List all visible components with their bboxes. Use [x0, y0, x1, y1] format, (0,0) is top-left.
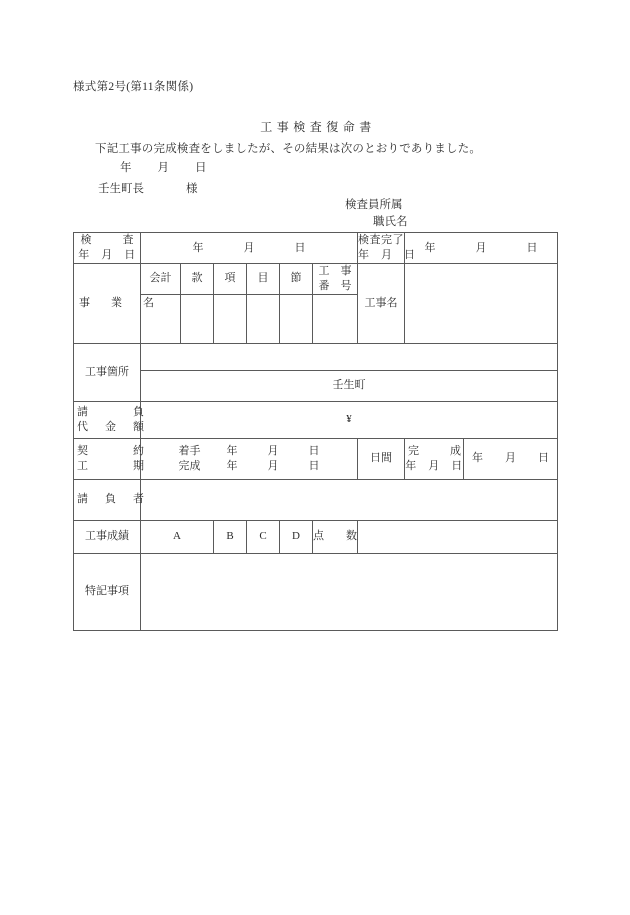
project-name-label: 事 業 名 — [74, 264, 141, 344]
grade-option-a[interactable]: A — [141, 520, 214, 553]
contract-period-label: 契 約 工 期 — [74, 438, 141, 479]
score-label: 点 数 — [313, 520, 358, 553]
inspection-complete-label: 検査完了 年 月 日 — [358, 233, 405, 264]
intro-text: 下記工事の完成検査をしましたが、その結果は次のとおりでありました。 — [95, 143, 482, 155]
date-month-label: 月 — [157, 162, 169, 174]
value-item[interactable] — [214, 294, 247, 343]
table-row-remarks — [74, 553, 558, 630]
col-header-clause: 節 — [280, 264, 313, 295]
table-row-contract-period — [74, 438, 558, 479]
table-row-project-headers — [74, 264, 558, 295]
contractor-label: 請 負 者 — [74, 479, 141, 520]
inspection-complete-value[interactable]: 年 月 日 — [405, 233, 558, 264]
value-work-number[interactable] — [313, 294, 358, 343]
table-row-contract-amount — [74, 401, 558, 438]
contract-amount-label: 請 負 代 金 額 — [74, 401, 141, 438]
work-name-value[interactable] — [405, 264, 558, 344]
contract-end-date: 完成 年 月 日 — [178, 459, 320, 472]
grade-option-d[interactable]: D — [280, 520, 313, 553]
remarks-label: 特記事項 — [74, 553, 141, 630]
form-code: 様式第2号(第11条関係) — [73, 81, 194, 93]
contractor-value[interactable] — [141, 479, 558, 520]
table-row-contractor — [74, 479, 558, 520]
value-subitem[interactable] — [247, 294, 280, 343]
addressee-name: 壬生町長 — [98, 183, 144, 195]
table-row-work-grade — [74, 520, 558, 553]
page-title: 工事検査復命書 — [260, 120, 376, 134]
col-header-accounting: 会計 — [141, 264, 181, 295]
inspection-date-label: 検 査 年 月 日 — [74, 233, 141, 264]
table-row-work-location-1 — [74, 343, 558, 370]
inspector-affiliation-label: 検査員所属 — [345, 199, 403, 211]
value-clause[interactable] — [280, 294, 313, 343]
work-grade-label: 工事成績 — [74, 520, 141, 553]
date-year-label: 年 — [120, 162, 132, 174]
document-date-line — [120, 159, 207, 175]
grade-option-c[interactable]: C — [247, 520, 280, 553]
yen-symbol: ¥ — [346, 413, 352, 426]
table-row-work-location-2 — [74, 370, 558, 401]
contract-amount-value[interactable] — [141, 401, 558, 438]
inspector-name-label: 職氏名 — [373, 216, 408, 228]
value-section[interactable] — [181, 294, 214, 343]
grade-option-b[interactable]: B — [214, 520, 247, 553]
work-location-value-2[interactable]: 壬生町 — [141, 370, 558, 401]
completion-date-value[interactable]: 年 月 日 — [464, 438, 558, 479]
col-header-item: 項 — [214, 264, 247, 295]
remarks-value[interactable] — [141, 553, 558, 630]
col-header-work-number: 工 事 番 号 — [313, 264, 358, 295]
addressee-honorific: 様 — [186, 183, 198, 195]
date-day-label: 日 — [195, 162, 207, 174]
work-location-value-1[interactable] — [141, 343, 558, 370]
contract-start-date: 着手 年 月 日 — [178, 444, 320, 457]
inspection-form-table — [73, 232, 558, 631]
contract-period-dates[interactable] — [141, 438, 358, 479]
score-value[interactable] — [358, 520, 558, 553]
days-count-cell[interactable]: 日間 — [358, 438, 405, 479]
addressee-line — [98, 180, 198, 196]
completion-date-label: 完 成 年 月 日 — [405, 438, 464, 479]
work-name-label: 工事名 — [358, 264, 405, 344]
inspection-date-value[interactable]: 年 月 日 — [141, 233, 358, 264]
work-location-label: 工事箇所 — [74, 343, 141, 401]
col-header-subitem: 目 — [247, 264, 280, 295]
col-header-section: 款 — [181, 264, 214, 295]
table-row-inspection-date — [74, 233, 558, 264]
